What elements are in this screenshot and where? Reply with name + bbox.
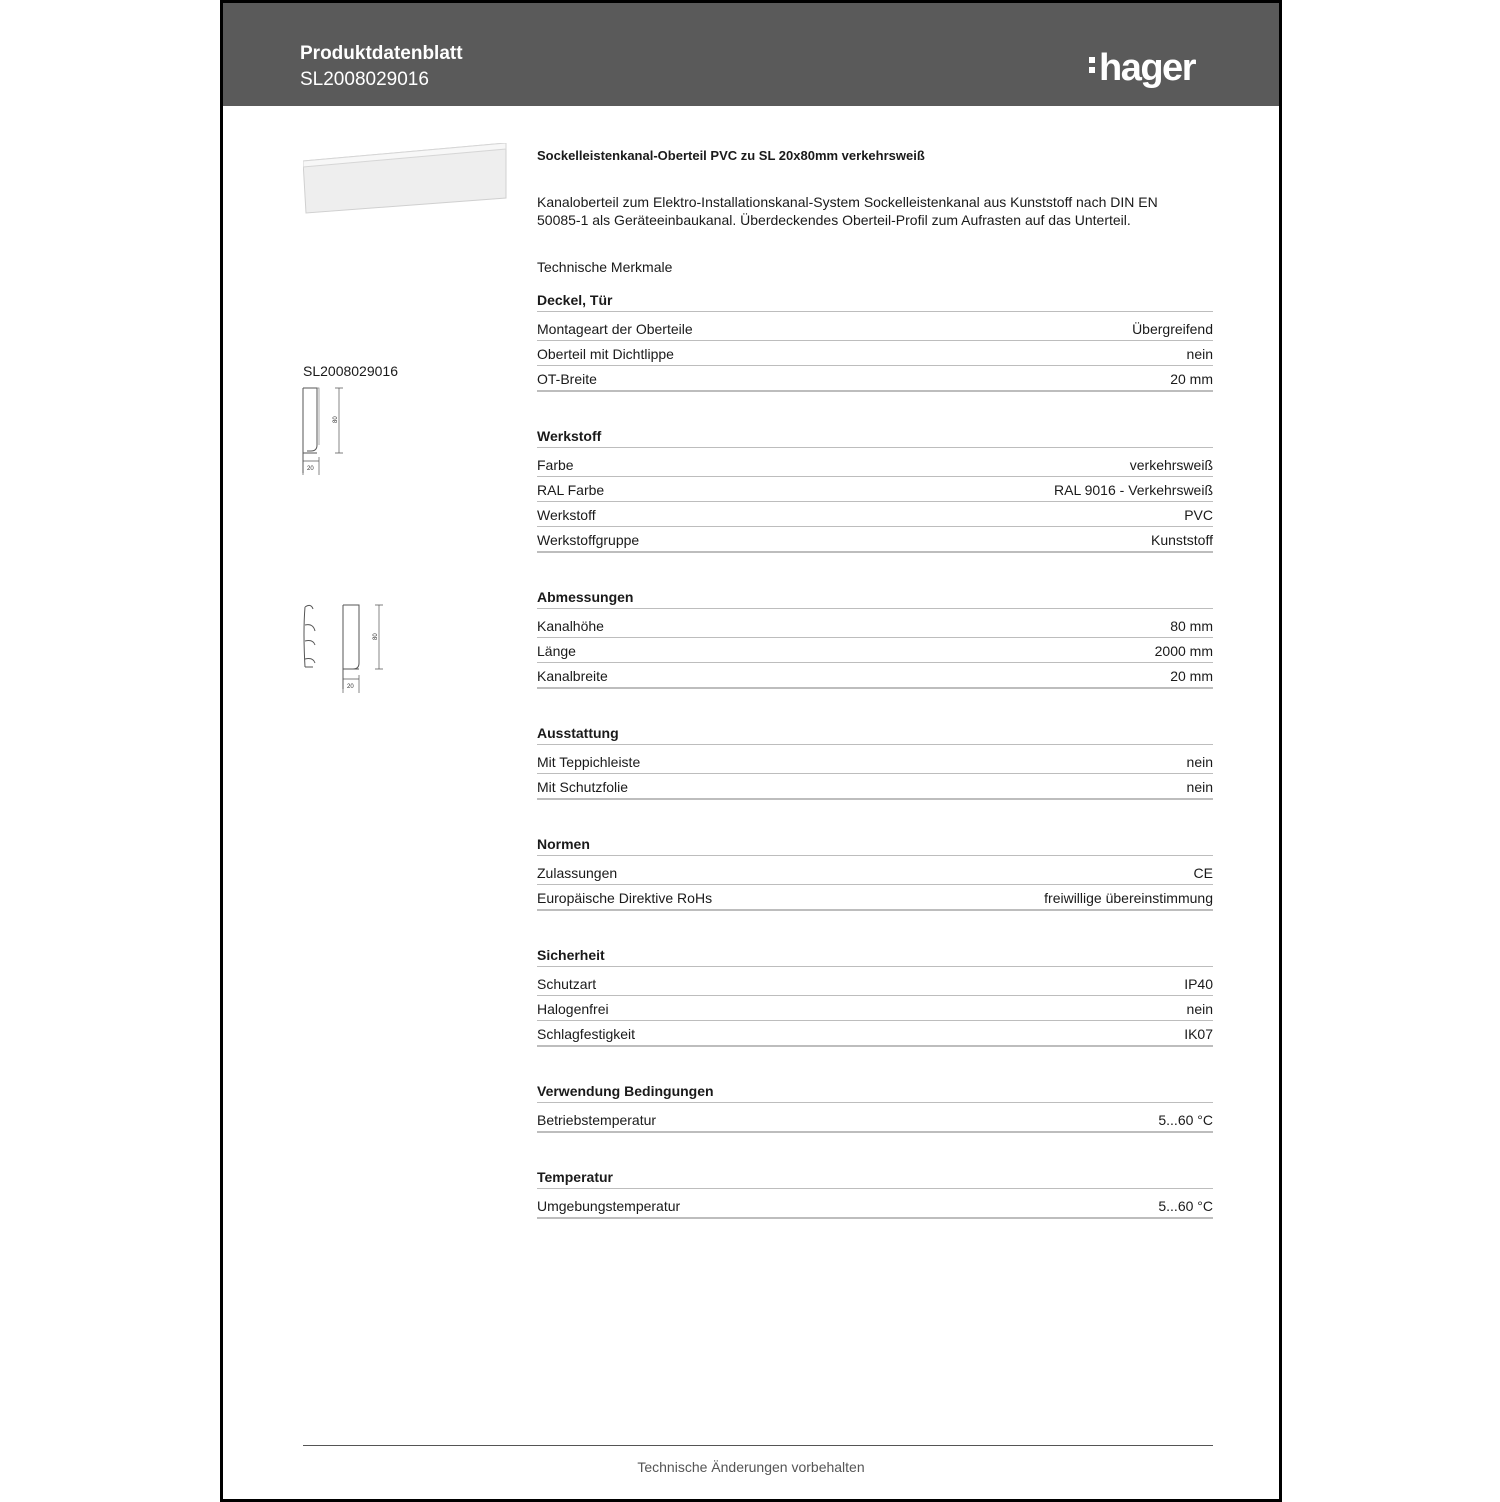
spec-row	[537, 885, 1213, 911]
spec-label: RAL Farbe	[537, 482, 605, 498]
spec-row	[537, 996, 1213, 1021]
section-title: Normen	[537, 833, 1213, 856]
spec-value: nein	[1186, 346, 1213, 362]
spec-section	[537, 586, 1213, 689]
section-rows	[537, 613, 1213, 689]
spec-label: Zulassungen	[537, 865, 618, 881]
section-rows	[537, 971, 1213, 1047]
side-article-code: SL2008029016	[303, 363, 398, 379]
spec-row	[537, 774, 1213, 800]
drawing2-width-label: 20	[347, 684, 354, 690]
spec-value: 80 mm	[1170, 618, 1213, 634]
article-code: SL2008029016	[300, 69, 429, 90]
spec-label: Oberteil mit Dichtlippe	[537, 346, 674, 362]
spec-row	[537, 613, 1213, 638]
spec-value: CE	[1193, 865, 1213, 881]
section-rows	[537, 860, 1213, 911]
spec-row	[537, 477, 1213, 502]
logo-dots-icon	[1089, 53, 1097, 77]
spec-value: nein	[1186, 1001, 1213, 1017]
spec-value: nein	[1186, 754, 1213, 770]
spec-row	[537, 527, 1213, 553]
spec-section	[537, 1166, 1213, 1219]
section-title: Sicherheit	[537, 944, 1213, 967]
spec-value: IK07	[1184, 1026, 1213, 1042]
spec-label: Werkstoffgruppe	[537, 532, 640, 548]
spec-label: Werkstoff	[537, 507, 596, 523]
spec-value: 5...60 °C	[1158, 1112, 1213, 1128]
spec-label: Mit Teppichleiste	[537, 754, 641, 770]
spec-row	[537, 860, 1213, 885]
spec-section	[537, 289, 1213, 392]
tech-features-label: Technische Merkmale	[537, 259, 673, 275]
product-title: Sockelleistenkanal-Oberteil PVC zu SL 20x80mm verkehrsweiß	[537, 148, 925, 163]
spec-label: OT-Breite	[537, 371, 597, 387]
datasheet-page	[220, 0, 1282, 1502]
footer-divider	[303, 1445, 1213, 1446]
spec-row	[537, 749, 1213, 774]
spec-row	[537, 638, 1213, 663]
spec-label: Betriebstemperatur	[537, 1112, 657, 1128]
spec-value: verkehrsweiß	[1129, 457, 1213, 473]
spec-row	[537, 316, 1213, 341]
spec-label: Umgebungstemperatur	[537, 1198, 681, 1214]
section-title: Abmessungen	[537, 586, 1213, 609]
drawing1-width-label: 20	[307, 466, 314, 472]
spec-row	[537, 971, 1213, 996]
spec-row	[537, 1193, 1213, 1219]
drawing1-height-label: 80	[333, 416, 339, 423]
spec-row	[537, 341, 1213, 366]
spec-row	[537, 366, 1213, 392]
spec-label: Länge	[537, 643, 576, 659]
page-title: Produktdatenblatt	[300, 43, 463, 64]
spec-label: Kanalbreite	[537, 668, 608, 684]
spec-label: Schutzart	[537, 976, 597, 992]
section-rows	[537, 749, 1213, 800]
spec-section	[537, 722, 1213, 800]
spec-section	[537, 833, 1213, 911]
spec-value: 20 mm	[1170, 668, 1213, 684]
spec-row	[537, 502, 1213, 527]
spec-value: 5...60 °C	[1158, 1198, 1213, 1214]
spec-value: 2000 mm	[1154, 643, 1213, 659]
profile-drawing-assembly	[301, 601, 391, 701]
header-bar	[223, 3, 1279, 106]
spec-value: 20 mm	[1170, 371, 1213, 387]
spec-label: Montageart der Oberteile	[537, 321, 693, 337]
profile-drawing-top	[301, 383, 351, 483]
section-rows	[537, 452, 1213, 553]
footer-note: Technische Änderungen vorbehalten	[637, 1459, 865, 1475]
logo-text: hager	[1099, 47, 1195, 89]
section-title: Werkstoff	[537, 425, 1213, 448]
spec-value: IP40	[1184, 976, 1213, 992]
spec-label: Halogenfrei	[537, 1001, 609, 1017]
spec-section	[537, 425, 1213, 553]
spec-row	[537, 663, 1213, 689]
spec-label: Farbe	[537, 457, 574, 473]
product-image	[303, 143, 513, 218]
section-title: Verwendung Bedingungen	[537, 1080, 1213, 1103]
spec-value: PVC	[1184, 507, 1213, 523]
hager-logo	[1089, 47, 1195, 90]
spec-content	[537, 148, 1213, 1219]
spec-value: nein	[1186, 779, 1213, 795]
section-title: Temperatur	[537, 1166, 1213, 1189]
section-title: Deckel, Tür	[537, 289, 1213, 312]
spec-value: Übergreifend	[1132, 321, 1213, 337]
section-rows	[537, 1107, 1213, 1133]
spec-value: RAL 9016 - Verkehrsweiß	[1054, 482, 1213, 498]
section-rows	[537, 1193, 1213, 1219]
spec-section	[537, 944, 1213, 1047]
spec-sections	[537, 289, 1213, 1219]
spec-row	[537, 1107, 1213, 1133]
spec-row	[537, 1021, 1213, 1047]
spec-value: Kunststoff	[1150, 532, 1213, 548]
product-description: Kanaloberteil zum Elektro-Installationskanal-System Sockelleistenkanal aus Kunststoff nach DIN EN 50085-1 als Geräteeinbaukanal. Überdeckendes Oberteil-Profil zum Aufrasten auf das Unterteil.	[537, 194, 1158, 228]
spec-label: Mit Schutzfolie	[537, 779, 629, 795]
spec-value: freiwillige übereinstimmung	[1044, 890, 1213, 906]
section-title: Ausstattung	[537, 722, 1213, 745]
spec-label: Europäische Direktive RoHs	[537, 890, 713, 906]
spec-row	[537, 452, 1213, 477]
spec-section	[537, 1080, 1213, 1133]
spec-label: Schlagfestigkeit	[537, 1026, 636, 1042]
spec-label: Kanalhöhe	[537, 618, 604, 634]
section-rows	[537, 316, 1213, 392]
drawing2-height-label: 80	[373, 633, 379, 640]
